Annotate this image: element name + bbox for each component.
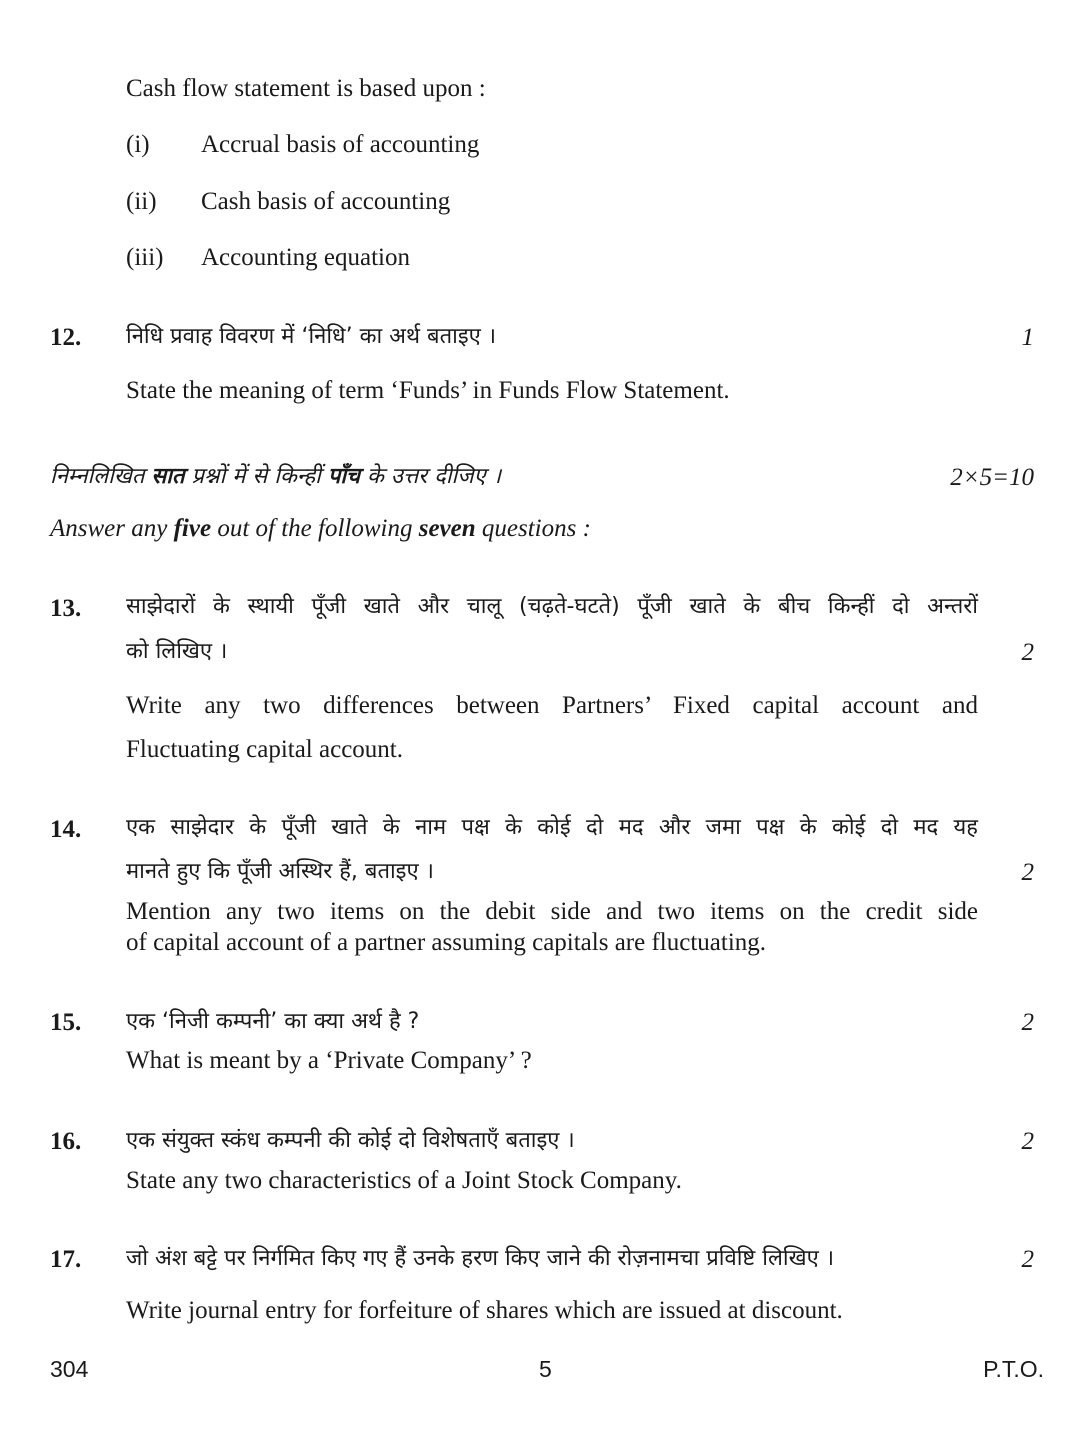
question-text-hindi: साझेदारों के स्थायी पूँजी खाते और चालू (चढ़ते-घटते) पूँजी खाते के बीच किन्हीं दो अन्तरों	[126, 594, 978, 619]
section-marks: 2×5=10	[950, 464, 1034, 491]
instruction-emphasis: five	[173, 515, 212, 542]
question-number: 13.	[50, 595, 82, 622]
option-text: Accrual basis of accounting	[201, 131, 480, 158]
question-marks: 1	[1021, 324, 1034, 351]
page-number: 5	[539, 1356, 552, 1382]
question-text-english: Fluctuating capital account.	[126, 736, 403, 763]
option-number: (ii)	[126, 188, 157, 215]
instruction-emphasis: सात	[151, 464, 185, 489]
instruction-text: के उत्तर दीजिए ।	[360, 464, 502, 489]
question-number: 14.	[50, 816, 82, 843]
question-text-hindi: मानते हुए कि पूँजी अस्थिर हैं, बताइए ।	[126, 859, 434, 884]
instruction-text: प्रश्नों में से किन्हीं	[184, 464, 328, 489]
question-marks: 2	[1021, 1128, 1034, 1155]
question-text-english: Mention any two items on the debit side and two items on the credit side	[126, 898, 978, 925]
option-number: (i)	[126, 131, 150, 158]
instruction-text: questions :	[475, 515, 591, 542]
question-text-english: Write any two differences between Partners’ Fixed capital account and	[126, 692, 978, 719]
option-number: (iii)	[126, 244, 164, 271]
question-number: 15.	[50, 1009, 82, 1036]
question-stem: Cash flow statement is based upon :	[126, 75, 486, 102]
instruction-text: out of the following	[211, 515, 419, 542]
question-text-english: State any two characteristics of a Joint Stock Company.	[126, 1167, 682, 1194]
question-text-english: of capital account of a partner assuming capitals are fluctuating.	[126, 929, 767, 956]
question-text-hindi: एक संयुक्त स्कंध कम्पनी की कोई दो विशेषताएँ बताइए ।	[126, 1128, 575, 1153]
instruction-emphasis: पाँच	[327, 464, 360, 489]
question-text-hindi: जो अंश बट्टे पर निर्गमित किए गए हैं उनके हरण किए जाने की रोज़नामचा प्रविष्टि लिखिए ।	[126, 1246, 835, 1271]
question-text-english: State the meaning of term ‘Funds’ in Funds Flow Statement.	[126, 377, 730, 404]
question-marks: 2	[1021, 859, 1034, 886]
question-marks: 2	[1021, 1009, 1034, 1036]
question-text-hindi: को लिखिए ।	[126, 639, 228, 664]
section-instruction-hindi	[50, 462, 501, 492]
instruction-text: Answer any	[50, 515, 174, 542]
question-number: 16.	[50, 1128, 82, 1155]
question-text-hindi: एक साझेदार के पूँजी खाते के नाम पक्ष के कोई दो मद और जमा पक्ष के कोई दो मद यह	[126, 815, 978, 840]
question-number: 12.	[50, 324, 82, 351]
question-marks: 2	[1021, 1246, 1034, 1273]
question-number: 17.	[50, 1246, 82, 1273]
section-instruction-english	[50, 514, 591, 544]
question-text-hindi: निधि प्रवाह विवरण में ‘निधि’ का अर्थ बताइए ।	[126, 324, 497, 349]
paper-code: 304	[50, 1356, 89, 1382]
instruction-text: निम्नलिखित	[50, 464, 152, 489]
option-text: Cash basis of accounting	[201, 188, 451, 215]
pto-label: P.T.O.	[983, 1356, 1044, 1382]
question-text-hindi: एक ‘निजी कम्पनी’ का क्या अर्थ है ?	[126, 1009, 420, 1034]
question-text-english: Write journal entry for forfeiture of shares which are issued at discount.	[126, 1297, 843, 1324]
question-text-english: What is meant by a ‘Private Company’ ?	[126, 1047, 532, 1074]
question-marks: 2	[1021, 639, 1034, 666]
instruction-emphasis: seven	[418, 515, 476, 542]
option-text: Accounting equation	[201, 244, 410, 271]
